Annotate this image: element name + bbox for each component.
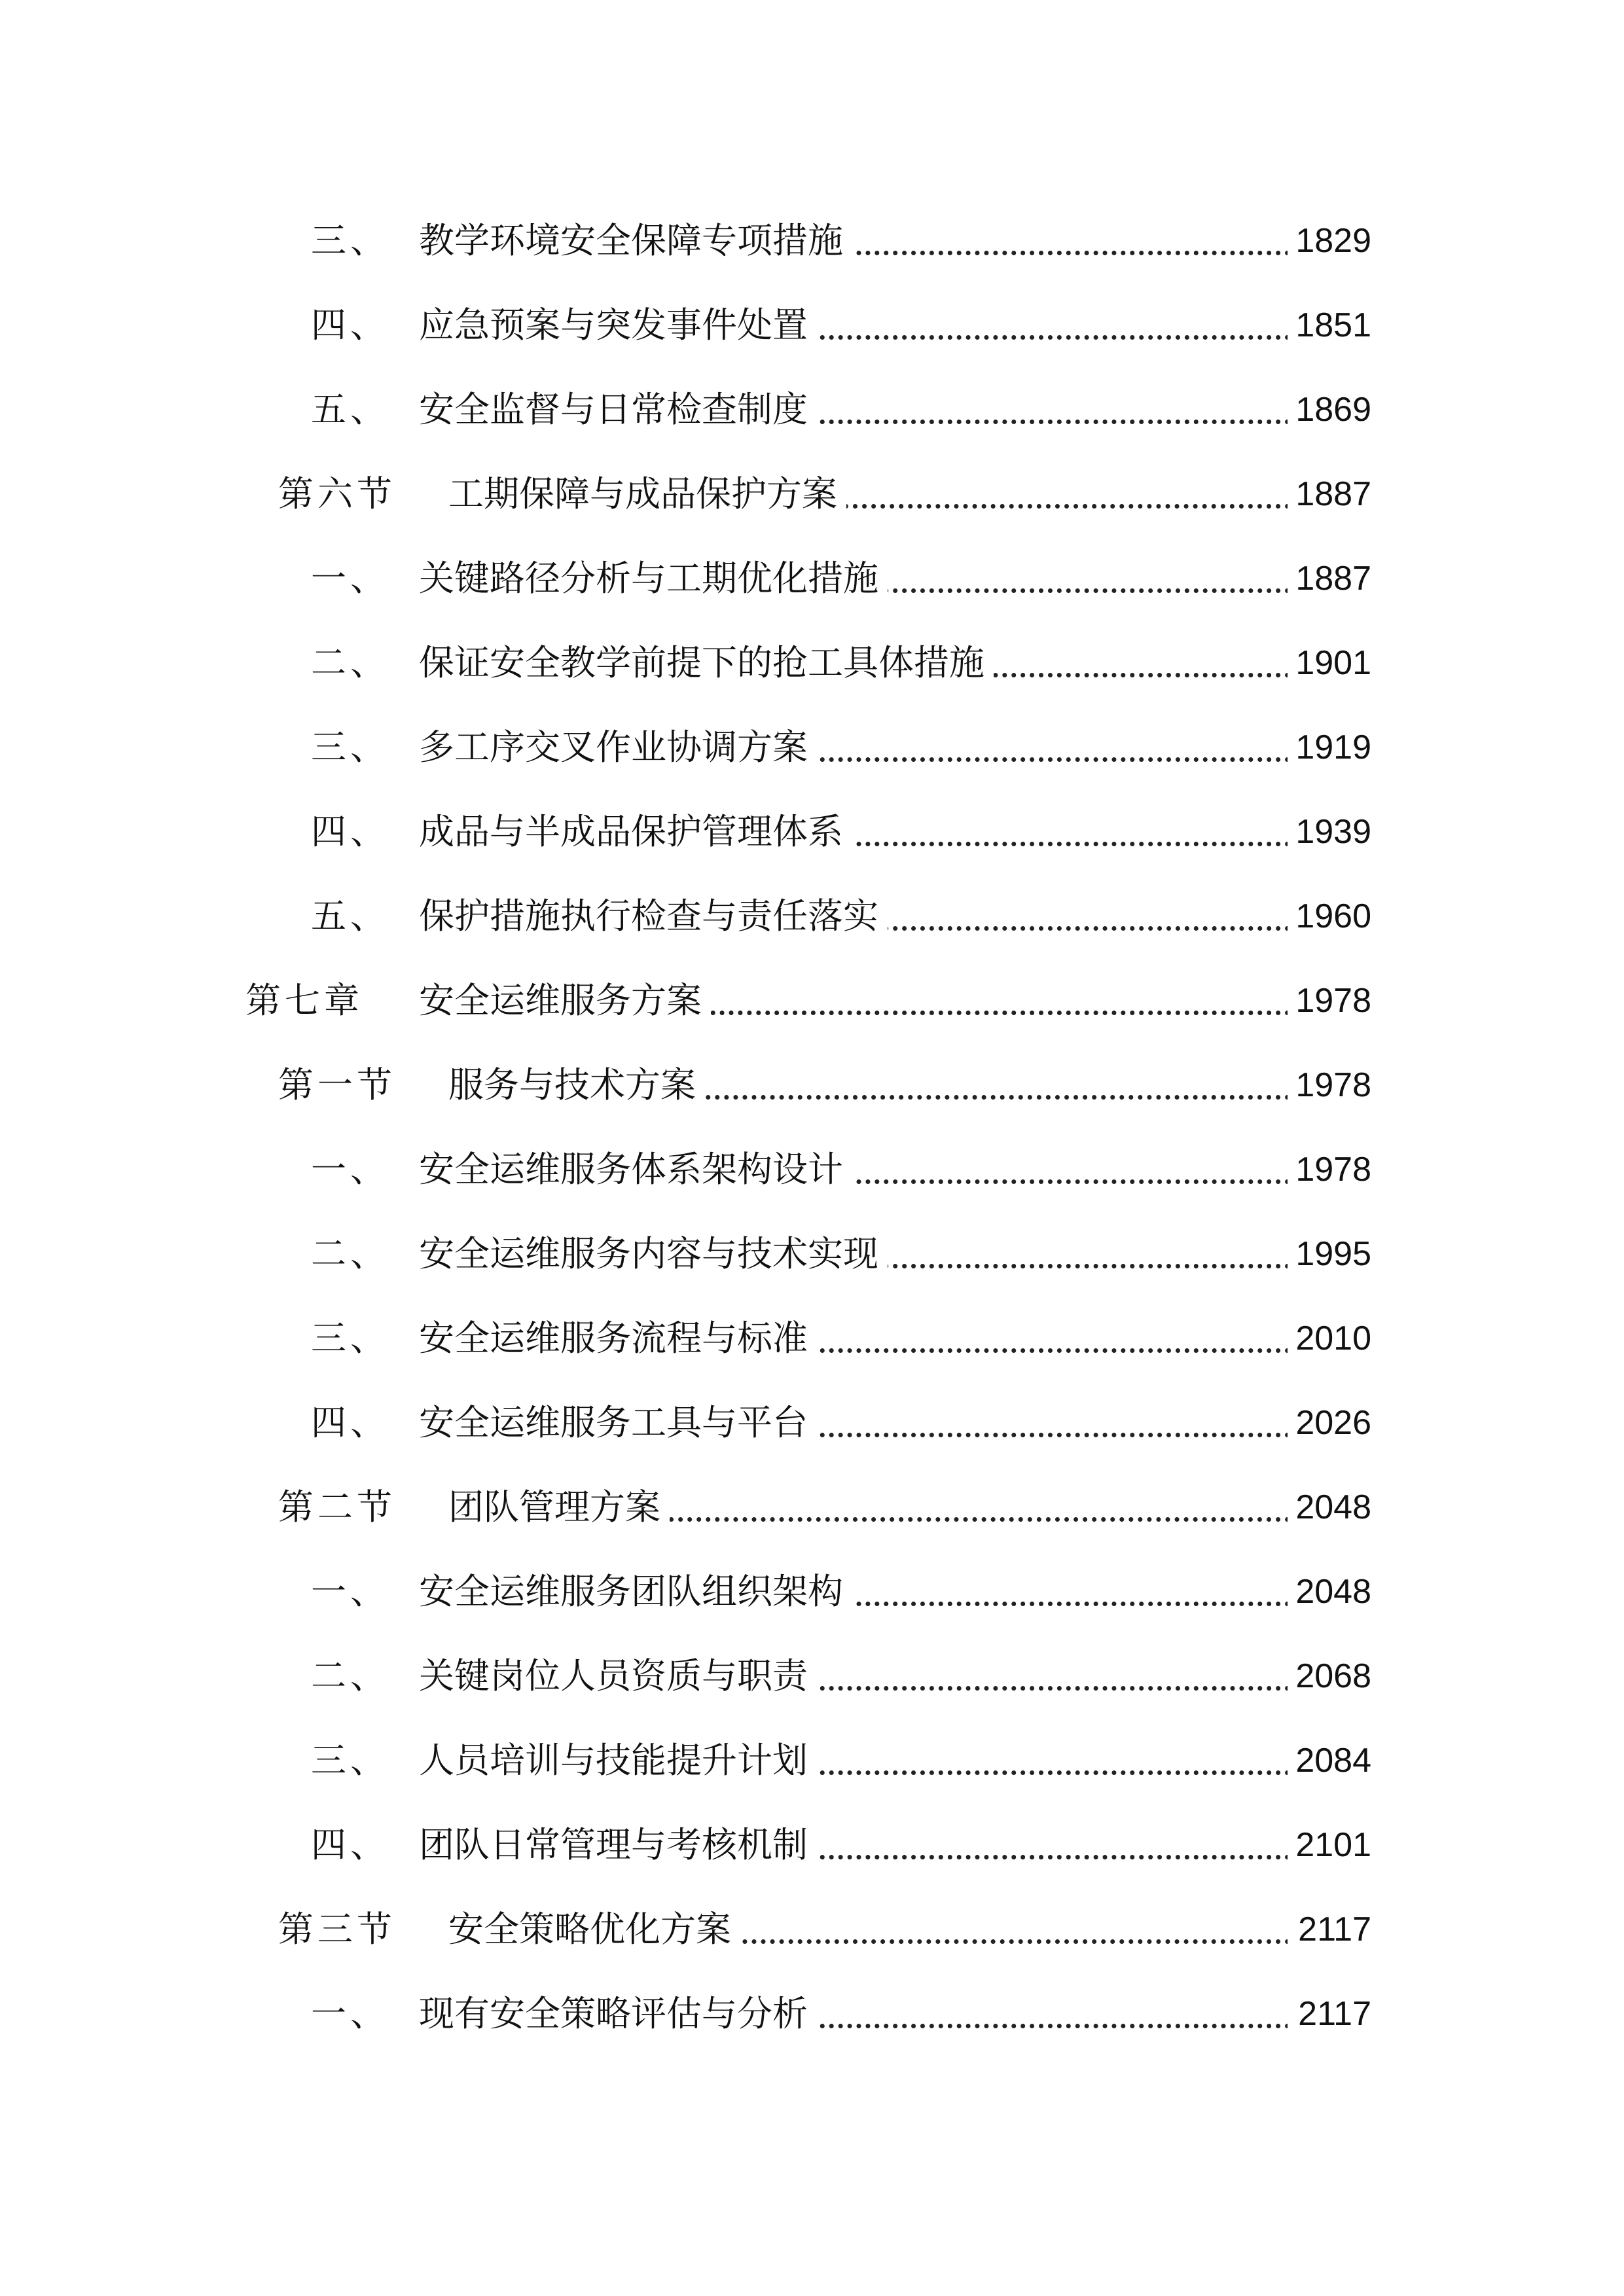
toc-entry[interactable] [0,718,1624,777]
toc-entry-number: 第一节 [278,1064,396,1105]
toc-entry[interactable] [0,634,1624,692]
toc-entry[interactable] [0,1647,1624,1706]
toc-entry-page: 1978 [1288,1140,1371,1199]
toc-entry-title: 安全运维服务体系架构设计 [419,1140,852,1199]
toc-entry-number: 二、 [311,642,389,683]
toc-entry-number: 第七章 [245,980,363,1021]
toc-entry-page: 1960 [1288,887,1371,946]
toc-entry[interactable] [0,1562,1624,1621]
toc-entry-page: 2084 [1288,1731,1371,1790]
toc-entry[interactable] [0,971,1624,1030]
toc-entry-title: 安全运维服务流程与标准 [419,1309,817,1368]
toc-entry-number: 四、 [311,1402,389,1443]
toc-entry-title: 安全策略优化方案 [448,1900,740,1959]
toc-entry[interactable] [0,1140,1624,1199]
toc-entry-number: 三、 [311,220,389,261]
toc-entry-page: 2068 [1288,1647,1371,1706]
toc-entry[interactable] [0,887,1624,946]
toc-entry[interactable] [0,802,1624,861]
toc-entry[interactable] [0,296,1624,355]
toc-entry-title: 教学环境安全保障专项措施 [419,211,852,270]
toc-entry-page: 1869 [1288,380,1371,439]
toc-entry-page: 1978 [1288,971,1371,1030]
toc-entry-page: 1887 [1288,465,1371,524]
toc-entry-page: 2048 [1288,1478,1371,1537]
toc-entry-page: 1995 [1288,1225,1371,1283]
toc-entry-number: 四、 [311,811,389,852]
toc-entry-page: 1978 [1288,1056,1371,1115]
toc-entry-number: 三、 [311,1740,389,1781]
toc-entry[interactable] [0,465,1624,524]
toc-entry-title: 应急预案与突发事件处置 [419,296,817,355]
toc-entry-title: 关键岗位人员资质与职责 [419,1647,817,1706]
toc-entry-title: 多工序交叉作业协调方案 [419,718,817,777]
toc-entry[interactable] [0,1056,1624,1115]
toc-entry-page: 1887 [1288,549,1371,608]
toc-entry-number: 二、 [311,1233,389,1274]
toc-entry[interactable] [0,1393,1624,1452]
toc-entry-title: 成品与半成品保护管理体系 [419,802,852,861]
toc-entry-page: 2101 [1288,1816,1371,1874]
toc-entry-number: 四、 [311,1824,389,1865]
toc-entry-page: 2010 [1288,1309,1371,1368]
toc-entry-number: 一、 [311,1571,389,1612]
toc-entry-title: 服务与技术方案 [448,1056,705,1115]
toc-entry-number: 五、 [311,389,389,430]
toc-entry-page: 1939 [1288,802,1371,861]
toc-entry-number: 第六节 [278,473,396,514]
toc-entry-title: 人员培训与技能提升计划 [419,1731,817,1790]
toc-entry-title: 团队管理方案 [448,1478,670,1537]
toc-entry-title: 安全监督与日常检查制度 [419,380,817,439]
toc-entry[interactable] [0,1731,1624,1790]
toc-entry-page: 1919 [1288,718,1371,777]
toc-entry-number: 第二节 [278,1486,396,1528]
toc-entry-title: 安全运维服务方案 [419,971,711,1030]
toc-entry-number: 第三节 [278,1909,396,1950]
toc-entry-page: 2048 [1288,1562,1371,1621]
toc-entry-page: 2117 [1288,1900,1371,1959]
toc-entry-title: 团队日常管理与考核机制 [419,1816,817,1874]
toc-entry[interactable] [0,1478,1624,1537]
toc-entry[interactable] [0,1225,1624,1283]
toc-entry[interactable] [0,1900,1624,1959]
toc-entry-title: 安全运维服务团队组织架构 [419,1562,852,1621]
toc-entry[interactable] [0,211,1624,270]
toc-entry[interactable] [0,1984,1624,2043]
toc-entry-title: 现有安全策略评估与分析 [419,1984,817,2043]
toc-entry-number: 四、 [311,304,389,346]
toc-entry-title: 安全运维服务内容与技术实现 [419,1225,888,1283]
toc-entry-number: 一、 [311,1149,389,1190]
toc-entry-page: 1851 [1288,296,1371,355]
toc-entry-title: 工期保障与成品保护方案 [448,465,846,524]
toc-entry-page: 1829 [1288,211,1371,270]
toc-entry-page: 2026 [1288,1393,1371,1452]
toc-entry-page: 2117 [1288,1984,1371,2043]
toc-entry-number: 五、 [311,895,389,937]
toc-entry-title: 保证安全教学前提下的抢工具体措施 [419,634,994,692]
toc-entry[interactable] [0,549,1624,608]
toc-entry-title: 保护措施执行检查与责任落实 [419,887,888,946]
toc-entry-number: 一、 [311,558,389,599]
toc-entry-title: 安全运维服务工具与平台 [419,1393,817,1452]
toc-entry-page: 1901 [1288,634,1371,692]
toc-entry[interactable] [0,1309,1624,1368]
toc-entry-number: 三、 [311,726,389,768]
toc-entry-title: 关键路径分析与工期优化措施 [419,549,888,608]
toc-entry[interactable] [0,380,1624,439]
toc-entry-number: 三、 [311,1318,389,1359]
toc-entry[interactable] [0,1816,1624,1874]
toc-entry-number: 二、 [311,1655,389,1696]
toc-entry-number: 一、 [311,1993,389,2034]
